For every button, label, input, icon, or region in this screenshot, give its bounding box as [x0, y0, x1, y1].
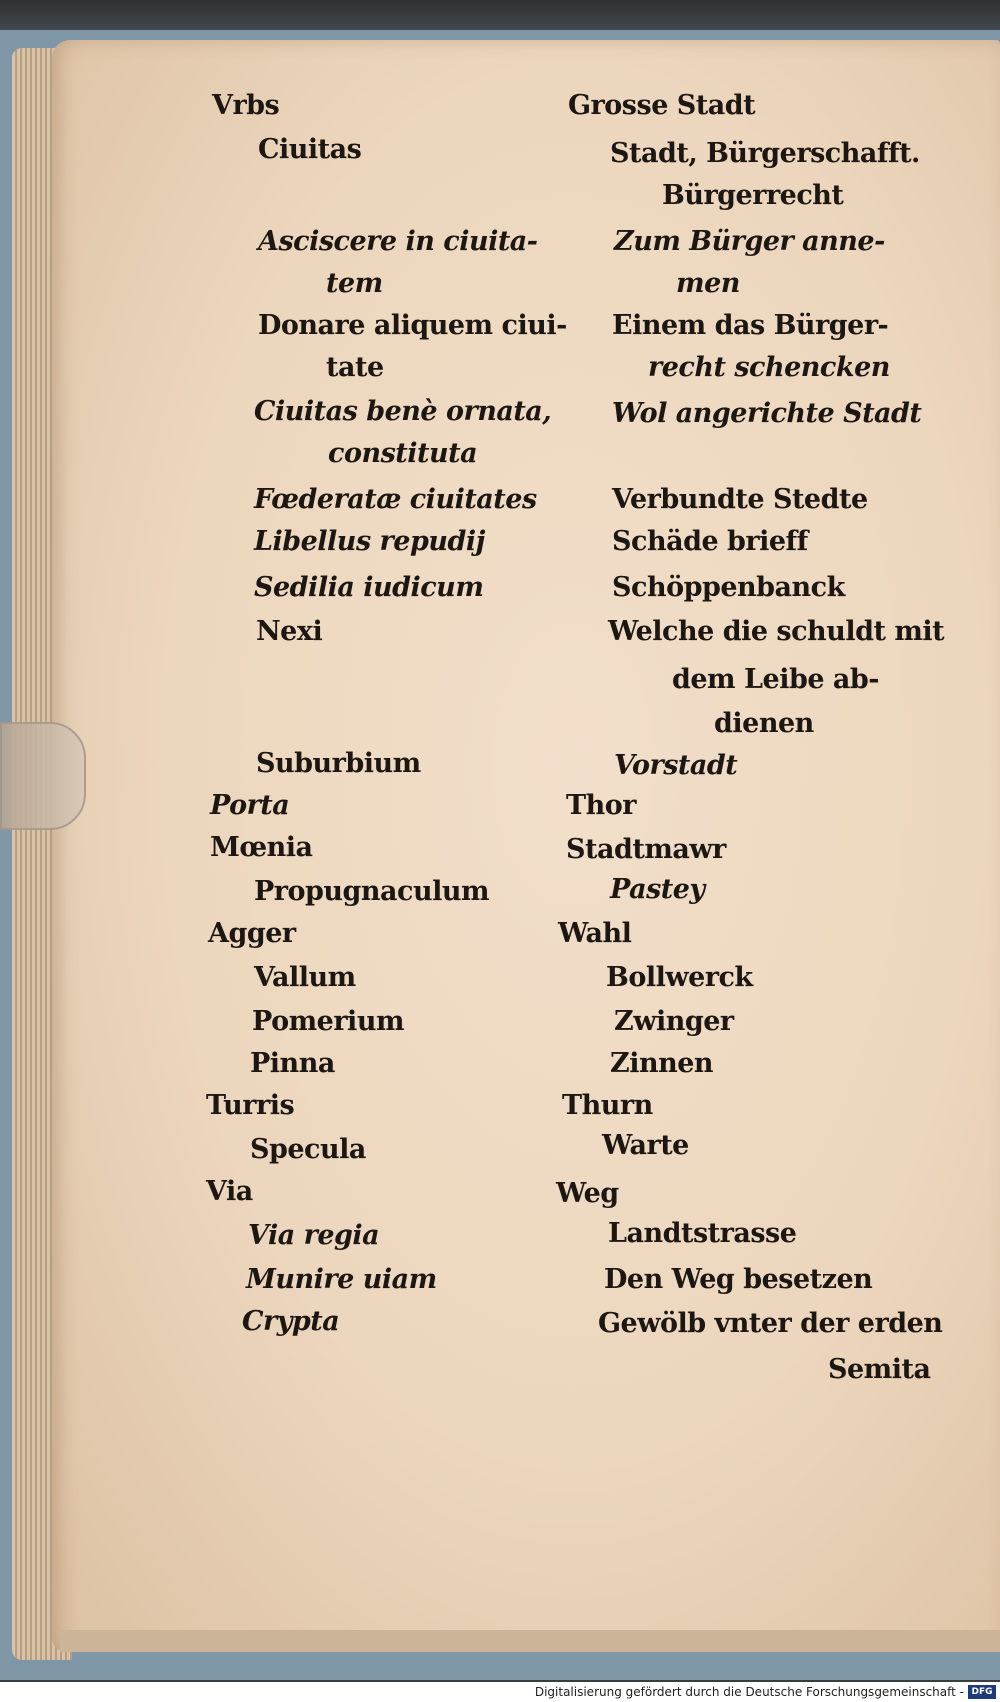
latin-term: Asciscere in ciuita-	[258, 226, 538, 257]
latin-term: constituta	[328, 438, 478, 469]
german-term: Zinnen	[610, 1048, 714, 1079]
latin-term: Vrbs	[212, 90, 280, 121]
latin-term: Pomerium	[252, 1006, 405, 1037]
german-term: Den Weg besetzen	[604, 1264, 873, 1295]
german-term: recht schencken	[648, 352, 890, 383]
latin-term: Ciuitas benè ornata,	[254, 396, 552, 427]
german-term: Welche die schuldt mit	[608, 616, 945, 647]
footer-bar	[0, 1682, 1000, 1702]
catchword: Semita	[828, 1354, 931, 1385]
german-term: Einem das Bürger-	[612, 310, 889, 341]
latin-term: Sedilia iudicum	[254, 572, 484, 603]
german-term: Wahl	[558, 918, 632, 949]
latin-term: Libellus repudij	[254, 526, 485, 557]
german-term: Vorstadt	[614, 750, 738, 781]
latin-term: Suburbium	[256, 748, 421, 779]
german-term: Schäde brieff	[612, 526, 808, 557]
latin-term: Nexi	[256, 616, 323, 647]
latin-term: Munire uiam	[246, 1264, 437, 1295]
german-term: Thor	[566, 790, 636, 821]
german-term: Landtstrasse	[608, 1218, 797, 1249]
german-term: Warte	[602, 1130, 689, 1161]
german-term: Gewölb vnter der erden	[598, 1308, 943, 1339]
german-term: Thurn	[562, 1090, 653, 1121]
latin-term: Agger	[208, 918, 296, 949]
latin-term: Propugnaculum	[254, 876, 490, 907]
german-term: Verbundte Stedte	[612, 484, 868, 515]
german-term: Stadt, Bürgerschafft.	[610, 138, 920, 169]
german-term: Weg	[556, 1178, 619, 1209]
latin-term: Turris	[206, 1090, 295, 1121]
latin-term: Porta	[210, 790, 290, 821]
latin-term: Mœnia	[210, 832, 313, 863]
latin-term: Vallum	[254, 962, 356, 993]
latin-term: Fœderatæ ciuitates	[254, 484, 537, 515]
latin-term: Via regia	[248, 1220, 380, 1251]
latin-term: tem	[326, 268, 383, 299]
latin-term: Pinna	[250, 1048, 335, 1079]
german-term: men	[676, 268, 740, 299]
german-term: dem Leibe ab-	[672, 664, 879, 695]
german-term: Stadtmawr	[566, 834, 726, 865]
german-term: dienen	[714, 708, 814, 739]
german-term: Bürgerrecht	[662, 180, 844, 211]
dfg-logo: DFG	[968, 1685, 996, 1699]
latin-term: Via	[206, 1176, 253, 1207]
german-term: Zum Bürger anne-	[614, 226, 885, 257]
latin-term: tate	[326, 352, 384, 383]
latin-term: Specula	[250, 1134, 366, 1165]
latin-term: Donare aliquem ciui-	[258, 310, 567, 341]
german-term: Bollwerck	[606, 962, 753, 993]
german-term: Pastey	[610, 874, 705, 905]
german-term: Grosse Stadt	[568, 90, 756, 121]
german-term: Schöppenbanck	[612, 572, 845, 603]
footer-credit: Digitalisierung gefördert durch die Deutsche Forschungsgemeinschaft -	[534, 1685, 964, 1699]
german-term: Zwinger	[614, 1006, 734, 1037]
latin-term: Ciuitas	[258, 134, 362, 165]
latin-term: Crypta	[242, 1306, 340, 1337]
german-term: Wol angerichte Stadt	[612, 398, 922, 429]
